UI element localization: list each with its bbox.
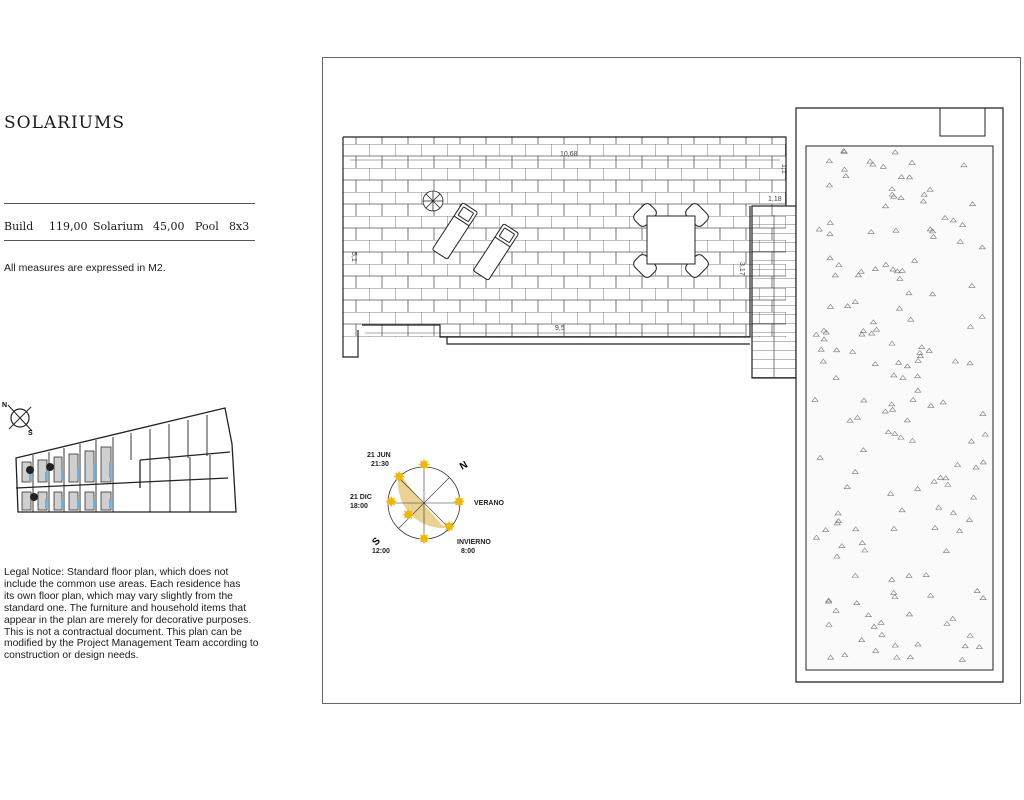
legal-line: modified by the Project Management Team according to (4, 638, 259, 650)
svg-text:✸: ✸ (417, 457, 431, 474)
small-compass-south: S (28, 430, 33, 437)
legal-line: This is not a contractual document. This plan can be (4, 626, 242, 638)
svg-text:✸: ✸ (442, 519, 456, 536)
sun-north: N (458, 459, 470, 473)
label-noon: 12:00 (372, 548, 390, 555)
dim-left-height: 5,1 (350, 252, 357, 262)
svg-text:✸: ✸ (401, 507, 415, 524)
dim-stair-width: 1,18 (768, 196, 782, 203)
solarium-value: 45,00 (153, 220, 185, 233)
sun-path-diagram (350, 452, 505, 555)
sun-south: S (370, 535, 383, 549)
label-summer-solstice: 21 JUN (367, 452, 391, 459)
svg-text:✸: ✸ (417, 531, 431, 548)
legal-line: construction or design needs. (4, 650, 139, 662)
small-compass-north: N (2, 402, 8, 409)
dim-top-right: 1,1 (780, 164, 787, 174)
legal-line: Legal Notice: Standard floor plan, which does not (4, 567, 229, 578)
dim-bottom-width: 9,5 (555, 325, 565, 332)
build-value: 119,00 (49, 220, 88, 233)
dim-top-width: 10,68 (560, 151, 578, 158)
staircase (752, 206, 796, 378)
label-summer: VERANO (474, 500, 504, 507)
label-winter-time: 18:00 (350, 503, 368, 510)
solarium-terrace (343, 137, 786, 357)
svg-text:✸: ✸ (452, 494, 466, 511)
svg-text:✸: ✸ (384, 494, 398, 511)
label-winter: INVIERNO (457, 539, 491, 546)
solarium-label: Solarium (93, 220, 144, 233)
sun-icon (385, 457, 466, 548)
legal-line: include the common use areas. Each residence has (4, 578, 241, 590)
build-label: Build (4, 220, 34, 233)
units-note: All measures are expressed in M2. (4, 262, 166, 274)
pool-label: Pool (195, 220, 219, 233)
parasol-icon (423, 191, 443, 211)
legal-line: appear in the plan are merely for decorative purposes. (4, 614, 252, 626)
pool-value: 8x3 (229, 220, 250, 233)
svg-text:✸: ✸ (392, 469, 406, 486)
legal-line: standard one. The furniture and household items that (4, 602, 246, 614)
dim-stair-height: 3,17 (738, 262, 745, 276)
label-winter-solstice: 21 DIC (350, 494, 372, 501)
page-title: SOLARIUMS (4, 113, 126, 133)
pool (796, 108, 1003, 682)
legal-line: its own floor plan, which may vary slightly from the (4, 590, 233, 602)
label-winter-morning: 8:00 (461, 548, 476, 555)
label-summer-time: 21:30 (371, 461, 389, 468)
